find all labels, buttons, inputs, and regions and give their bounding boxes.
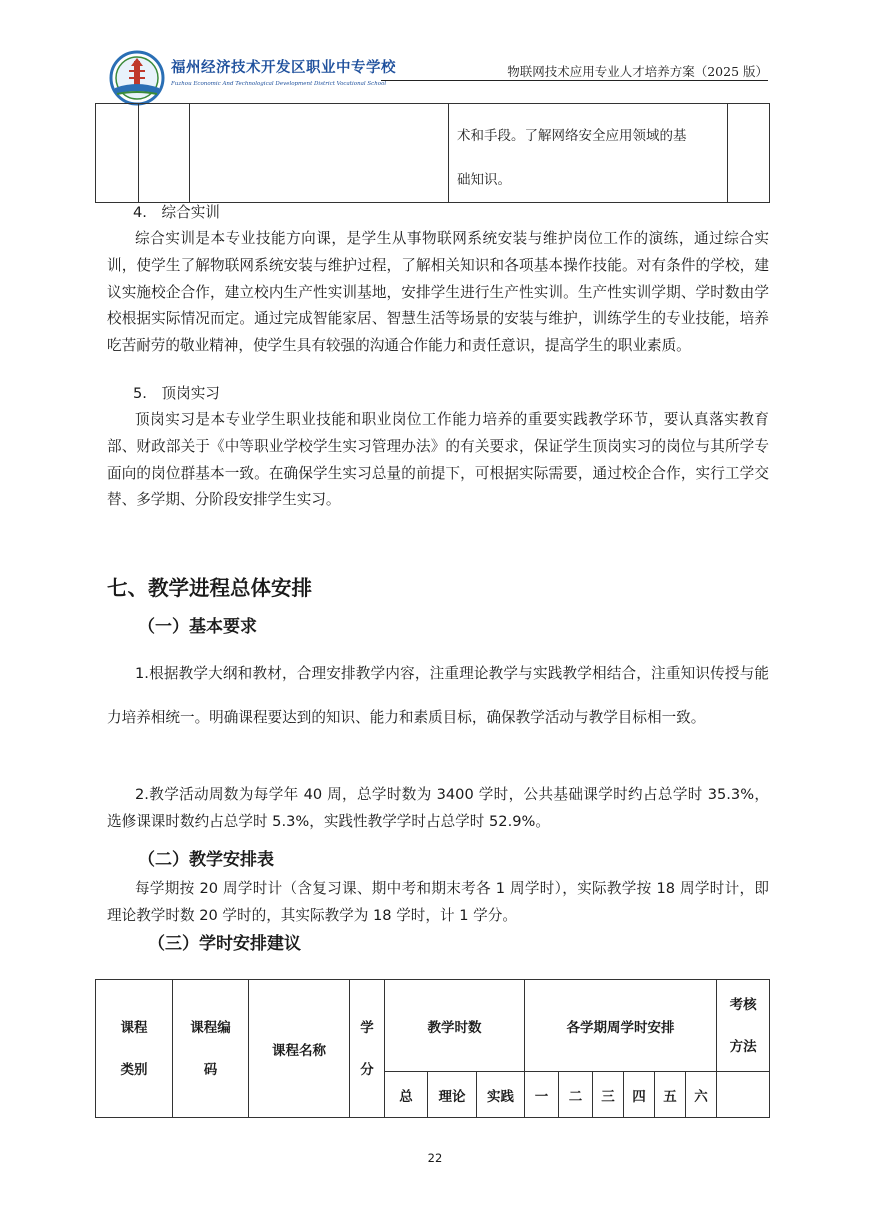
header-semester-3: 三	[593, 1072, 624, 1118]
subsection-1-paragraph-2: 2.教学活动周数为每学年 40 周，总学时数为 3400 学时，公共基础课学时约占总学时 35.3%，选修课课时数约占总学时 5.3%，实践性教学学时占总学时 52.9%。	[107, 786, 769, 830]
header-semester-5: 五	[655, 1072, 686, 1118]
header-weekly-hours: 各学期周学时安排	[525, 980, 717, 1072]
page-number: 22	[427, 1151, 443, 1165]
header-text: 课程编	[190, 1019, 231, 1036]
school-name: 福州经济技术开发区职业中专学校	[171, 59, 396, 76]
table-cell	[190, 104, 449, 203]
table-row	[96, 104, 770, 203]
subsection-3-heading: （三）学时安排建议	[148, 934, 301, 954]
school-logo	[107, 50, 167, 106]
table-cell	[728, 104, 770, 203]
document-title: 物联网技术应用专业人才培养方案（2025 版）	[507, 64, 768, 79]
section-7-heading: 七、教学进程总体安排	[107, 576, 312, 600]
header-text: 考核	[729, 996, 757, 1013]
header-semester-1: 一	[525, 1072, 559, 1118]
header-credit	[350, 980, 385, 1118]
subsection-1-heading: （一）基本要求	[138, 617, 257, 637]
table-cell	[717, 1072, 770, 1118]
header-rule	[381, 80, 768, 81]
header-course-code	[173, 980, 249, 1118]
section-5-heading: 5. 顶岗实习	[133, 385, 220, 402]
table-cell-description	[449, 104, 728, 203]
header-teaching-hours: 教学时数	[385, 980, 525, 1072]
header-hours-total: 总	[385, 1072, 428, 1118]
header-hours-practice: 实践	[477, 1072, 525, 1118]
header-text: 课程	[120, 1019, 148, 1036]
section-4-body: 综合实训是本专业技能方向课，是学生从事物联网系统安装与维护岗位工作的演练，通过综合实训，使学生了解物联网系统安装与维护过程，了解相关知识和各项基本操作技能。对有条件的学校，建议实施校企合作，建立校内生产性实训基地，安排学生进行生产性实训。生产性实训学期、学时数由学校根据实际情况而定。通过完成智能家居、智慧生活等场景的安装与维护，训练学生的专业技能，培养吃苦耐劳的敬业精神，使学生具有较强的沟通合作能力和责任意识，提高学生的职业素质。	[107, 230, 769, 355]
header-text: 码	[203, 1061, 218, 1078]
table-cell	[96, 104, 139, 203]
schedule-table	[95, 979, 770, 1118]
header-text: 方法	[729, 1038, 757, 1055]
header-assessment	[717, 980, 770, 1072]
header-semester-6: 六	[686, 1072, 717, 1118]
continued-course-table	[95, 103, 770, 203]
subsection-2-body: 每学期按 20 周学时计（含复习课、期中考和期末考各 1 周学时），实际教学按 18 周学时计，即理论教学时数 20 学时的，其实际教学为 18 学时，计 1 学分。	[107, 880, 769, 924]
subsection-1-paragraph-1: 1.根据教学大纲和教材，合理安排教学内容，注重理论教学与实践教学相结合，注重知识传授与能力培养相统一。明确课程要达到的知识、能力和素质目标，确保教学活动与教学目标相一致。	[107, 665, 769, 726]
header-text: 类别	[120, 1061, 148, 1078]
header-semester-4: 四	[624, 1072, 655, 1118]
table-header-row	[96, 980, 770, 1072]
header-hours-theory: 理论	[428, 1072, 477, 1118]
header-course-category	[96, 980, 173, 1118]
school-name-english: Fuzhou Economic And Technological Development District Vocational School	[171, 81, 387, 87]
subsection-2-heading: （二）教学安排表	[138, 850, 274, 870]
header-text: 学	[360, 1019, 374, 1036]
section-4-heading: 4. 综合实训	[133, 204, 220, 221]
header-semester-2: 二	[559, 1072, 593, 1118]
section-5-body: 顶岗实习是本专业学生职业技能和职业岗位工作能力培养的重要实践教学环节，要认真落实教育部、财政部关于《中等职业学校学生实习管理办法》的有关要求，保证学生顶岗实习的岗位与其所学专面向的岗位群基本一致。在确保学生实习总量的前提下，可根据实际需要，通过校企合作，实行工学交替、多学期、分阶段安排学生实习。	[107, 411, 769, 509]
header-course-name: 课程名称	[249, 980, 350, 1118]
table-cell	[139, 104, 190, 203]
cell-text-line: 术和手段。了解网络安全应用领域的基	[457, 128, 687, 144]
cell-text-line: 础知识。	[457, 172, 511, 188]
header-text: 分	[360, 1061, 374, 1078]
